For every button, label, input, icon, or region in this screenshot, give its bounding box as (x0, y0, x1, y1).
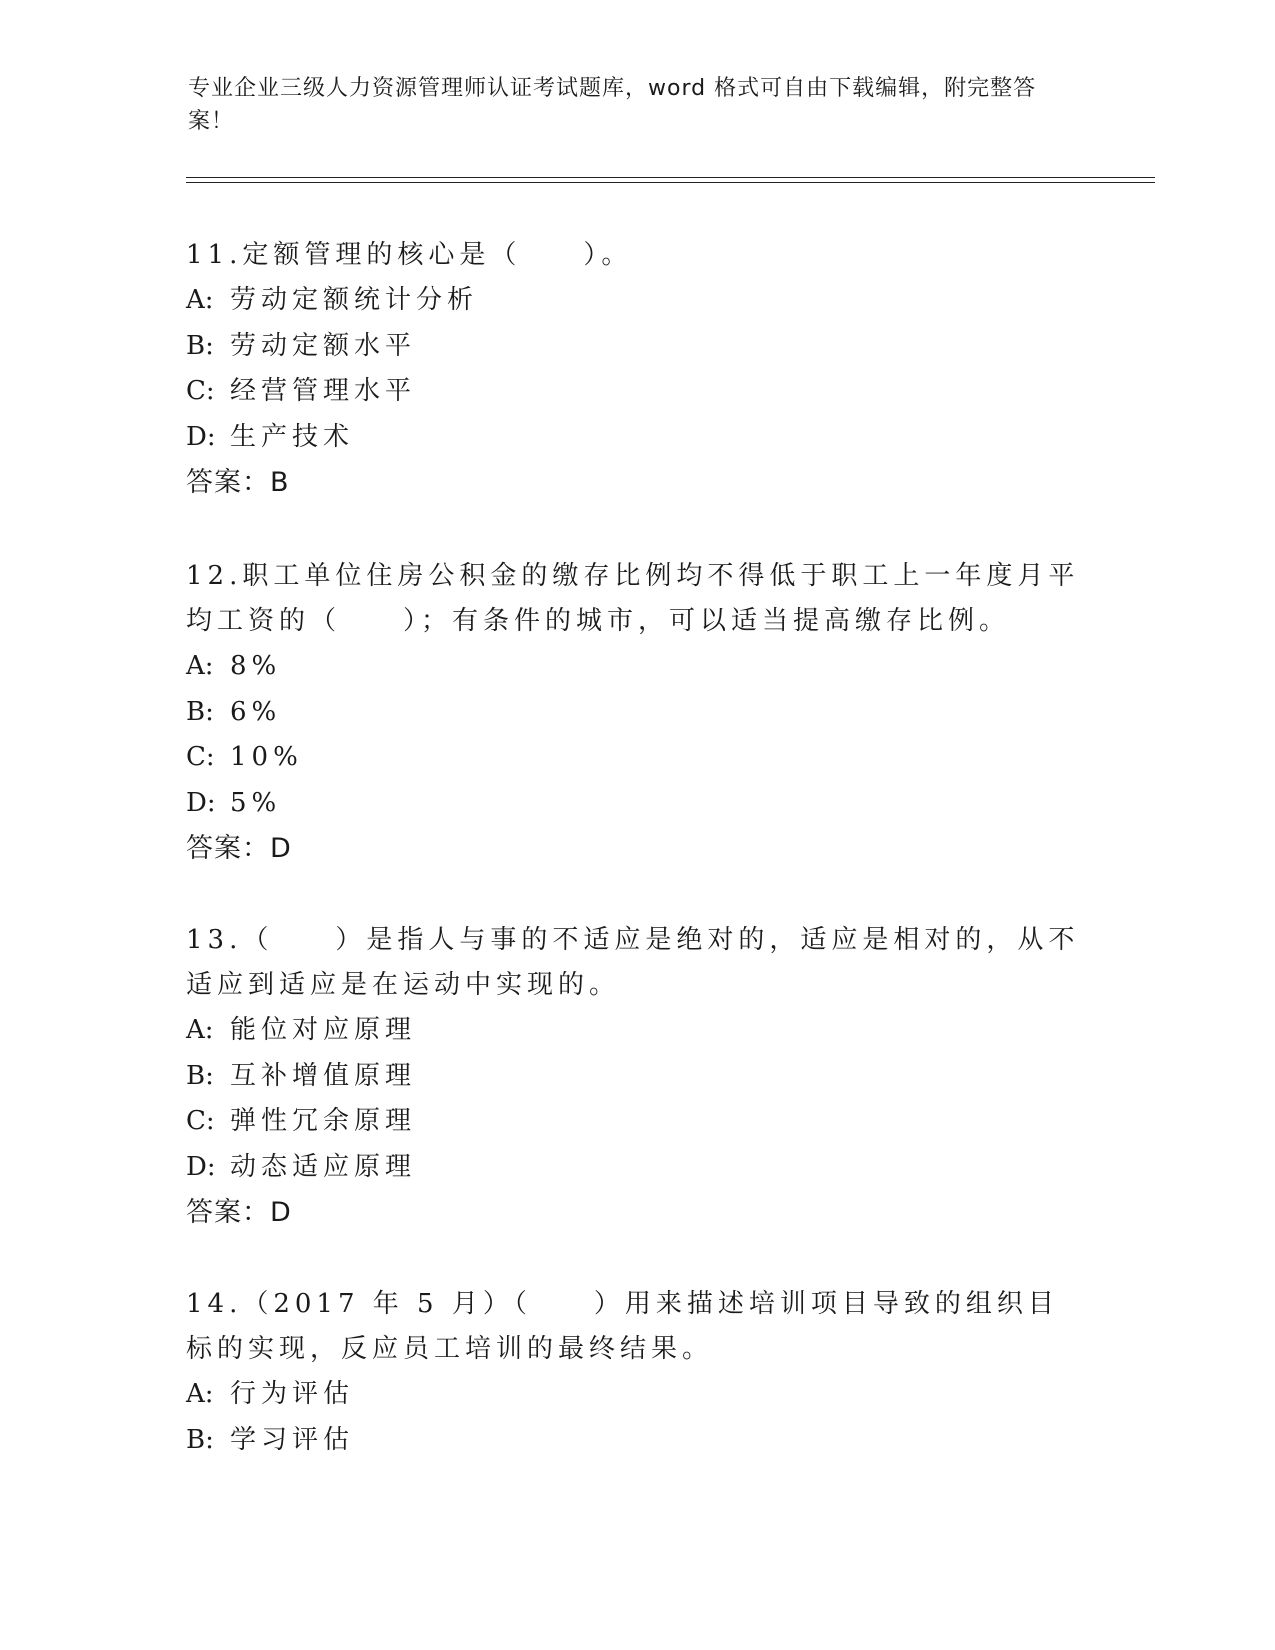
option-text: 6% (230, 696, 282, 727)
answer-line: 答案：D (186, 833, 292, 864)
answer-line: 答案：B (186, 467, 290, 498)
header-divider-bottom (186, 182, 1155, 183)
question-stem: 13.（ ）是指人与事的不适应是绝对的，适应是相对的，从不适应到适应是在运动中实现的。 (186, 925, 1080, 1000)
option-text: 10% (230, 742, 303, 772)
option-text: 弹性冗余原理 (230, 1106, 417, 1136)
option-c (186, 735, 1086, 781)
option-key: A: (186, 285, 214, 315)
option-key: B: (186, 1060, 214, 1091)
question-13 (186, 918, 1086, 1235)
option-d (186, 781, 1086, 827)
option-d (186, 1145, 1086, 1191)
option-text: 生产技术 (230, 421, 355, 452)
question-14 (186, 1282, 1086, 1463)
option-text: 劳动定额水平 (230, 330, 417, 361)
option-text: 能位对应原理 (230, 1015, 417, 1045)
option-a (186, 278, 1086, 324)
option-c (186, 369, 1086, 415)
option-text: 互补增值原理 (230, 1060, 417, 1091)
option-key: A: (186, 1015, 214, 1045)
option-key: D: (186, 1151, 216, 1182)
option-key: C: (186, 742, 215, 772)
option-b (186, 1054, 1086, 1100)
option-a (186, 1008, 1086, 1054)
question-stem: 12.职工单位住房公积金的缴存比例均不得低于职工上一年度月平均工资的（ ）；有条件的城市，可以适当提高缴存比例。 (186, 561, 1080, 636)
option-key: B: (186, 330, 214, 361)
option-text: 8% (230, 651, 282, 681)
option-a (186, 644, 1086, 690)
option-key: D: (186, 421, 216, 452)
option-text: 5% (230, 787, 282, 818)
option-key: A: (186, 1379, 214, 1409)
option-key: C: (186, 376, 215, 406)
option-d (186, 415, 1086, 461)
option-key: D: (186, 787, 216, 818)
option-text: 动态适应原理 (230, 1151, 417, 1182)
option-b (186, 1418, 1086, 1464)
document-header: 专业企业三级人力资源管理师认证考试题库，word 格式可自由下载编辑，附完整答案！ (188, 76, 1037, 134)
question-12 (186, 554, 1086, 871)
question-11 (186, 233, 1086, 505)
option-c (186, 1099, 1086, 1145)
option-text: 学习评估 (230, 1424, 355, 1455)
option-key: B: (186, 696, 214, 727)
option-key: C: (186, 1106, 215, 1136)
option-text: 行为评估 (230, 1379, 355, 1409)
option-key: B: (186, 1424, 214, 1455)
question-stem: 11.定额管理的核心是（ ）。 (186, 240, 633, 270)
option-key: A: (186, 651, 214, 681)
option-a (186, 1372, 1086, 1418)
header-divider-top (186, 177, 1155, 178)
option-text: 劳动定额统计分析 (230, 285, 479, 315)
answer-line: 答案：D (186, 1197, 292, 1228)
option-b (186, 324, 1086, 370)
question-stem: 14.（2017 年 5 月）（ ）用来描述培训项目导致的组织目标的实现，反应员工培训的最终结果。 (186, 1289, 1059, 1364)
option-text: 经营管理水平 (230, 376, 417, 406)
option-b (186, 690, 1086, 736)
